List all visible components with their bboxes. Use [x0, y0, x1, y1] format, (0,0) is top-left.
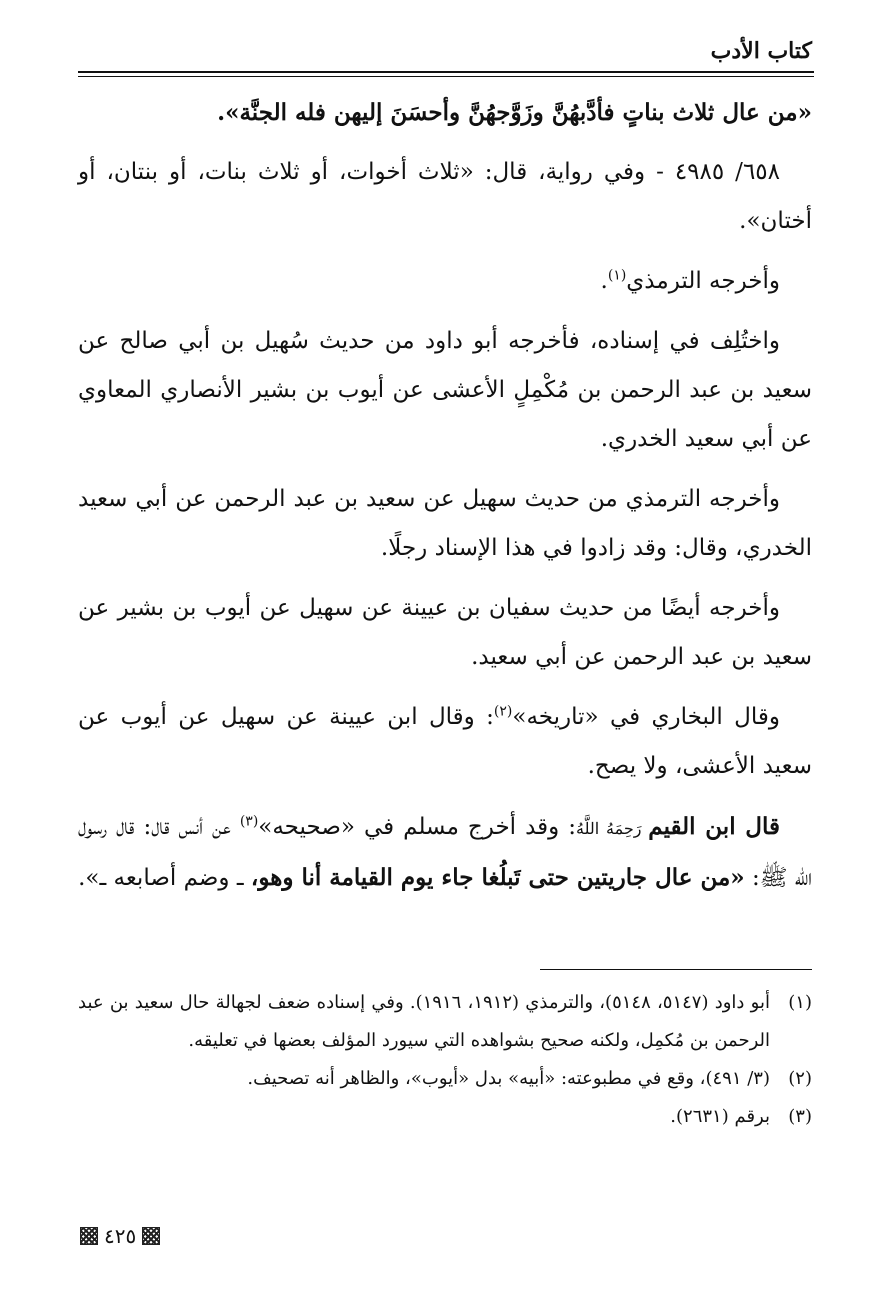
- page-number-block: [80, 1224, 160, 1248]
- paragraph-8: [78, 802, 812, 903]
- paragraph-7-text-b: : وقال ابن عيينة عن سهيل عن أيوب عن سعيد الأعشى، ولا يصح.: [78, 704, 812, 779]
- footnote-number: (٣): [788, 1106, 812, 1127]
- footnote-number: (٢): [788, 1068, 812, 1089]
- page-number: ٤٢٥: [104, 1224, 137, 1248]
- footnote-text: أبو داود (٥١٤٧، ٥١٤٨)، والترمذي (١٩١٢، ١٩١٦). وفي إسناده ضعف لجهالة حال سعيد بن عبد الرحمن بن مُكمِل، ولكنه صحيح بشواهده التي سيورد المؤلف بعضها في تعليقه.: [78, 992, 770, 1051]
- footnote-item: [78, 1098, 812, 1136]
- header-rule-thin: [78, 76, 814, 77]
- paragraph-3-text: وأخرجه الترمذي: [626, 268, 780, 294]
- paragraph-7: [78, 693, 812, 791]
- footnote-item: [78, 1060, 812, 1098]
- main-text: [78, 88, 812, 914]
- paragraph-1: «من عال ثلاث بناتٍ فأدَّبهُنَّ وزَوَّجهُنَّ وأحسَنَ إليهن فله الجنَّة».: [217, 99, 812, 126]
- paragraph-8-text-a: : وقد أخرج مسلم في «صحيحه»: [258, 814, 577, 840]
- paragraph-5: وأخرجه الترمذي من حديث سهيل عن سعيد بن عبد الرحمن عن أبي سعيد الخدري، وقال: وقد زادوا في هذا الإسناد رجلًا.: [78, 486, 812, 561]
- footnote-ref-1[interactable]: (١): [607, 267, 627, 284]
- author-name: قال ابن القيم: [648, 813, 781, 840]
- paragraph-2-text: - وفي رواية، قال: «ثلاث أخوات، أو ثلاث بنات، أو بنتان، أو أختان».: [78, 159, 812, 234]
- honorific: رَحِمَهُ اللَّهُ: [576, 819, 649, 838]
- footnotes: [78, 984, 812, 1136]
- ornament-icon: [142, 1227, 160, 1245]
- paragraph-8-text-c: ـ وضم أصابعه ـ».: [78, 865, 251, 891]
- paragraph-2: [78, 148, 812, 246]
- footnote-text: (٣/ ٤٩١)، وقع في مطبوعته: «أبيه» بدل «أيوب»، والظاهر أنه تصحيف.: [247, 1068, 770, 1089]
- paragraph-4: واختُلِف في إسناده، فأخرجه أبو داود من حديث سُهيل بن أبي صالح عن سعيد بن عبد الرحمن بن مُكْمِلٍ الأعشى عن أيوب بن بشير الأنصاري المعاوي عن أبي سعيد الخدري.: [78, 328, 812, 452]
- paragraph-8-text-b: عن أنس قال: قال رسول الله ﷺ:: [78, 814, 812, 891]
- paragraph-6: وأخرجه أيضًا من حديث سفيان بن عيينة عن سهيل عن أيوب بن بشير عن سعيد بن عبد الرحمن عن أبي سعيد.: [78, 595, 812, 670]
- paragraph-3: [78, 257, 812, 306]
- footnote-item: [78, 984, 812, 1060]
- footnote-text: برقم (٢٦٣١).: [670, 1106, 770, 1127]
- footnote-ref-2[interactable]: (٢): [493, 703, 513, 720]
- hadith-quote: «من عال جاريتين حتى تَبلُغا جاء يوم القيامة أنا وهو،: [250, 864, 745, 891]
- paragraph-7-text-a: وقال البخاري في «تاريخه»: [512, 704, 780, 730]
- footnote-number: (١): [788, 992, 812, 1013]
- footnote-separator: [540, 969, 812, 970]
- footnote-ref-3[interactable]: (٣): [239, 813, 259, 830]
- header-rule-thick: [78, 71, 814, 73]
- ornament-icon: [80, 1227, 98, 1245]
- hadith-number: ٦٥٨/ ٤٩٨٥: [674, 159, 780, 185]
- paragraph-3-end: .: [600, 268, 608, 294]
- running-header-title: كتاب الأدب: [710, 38, 812, 64]
